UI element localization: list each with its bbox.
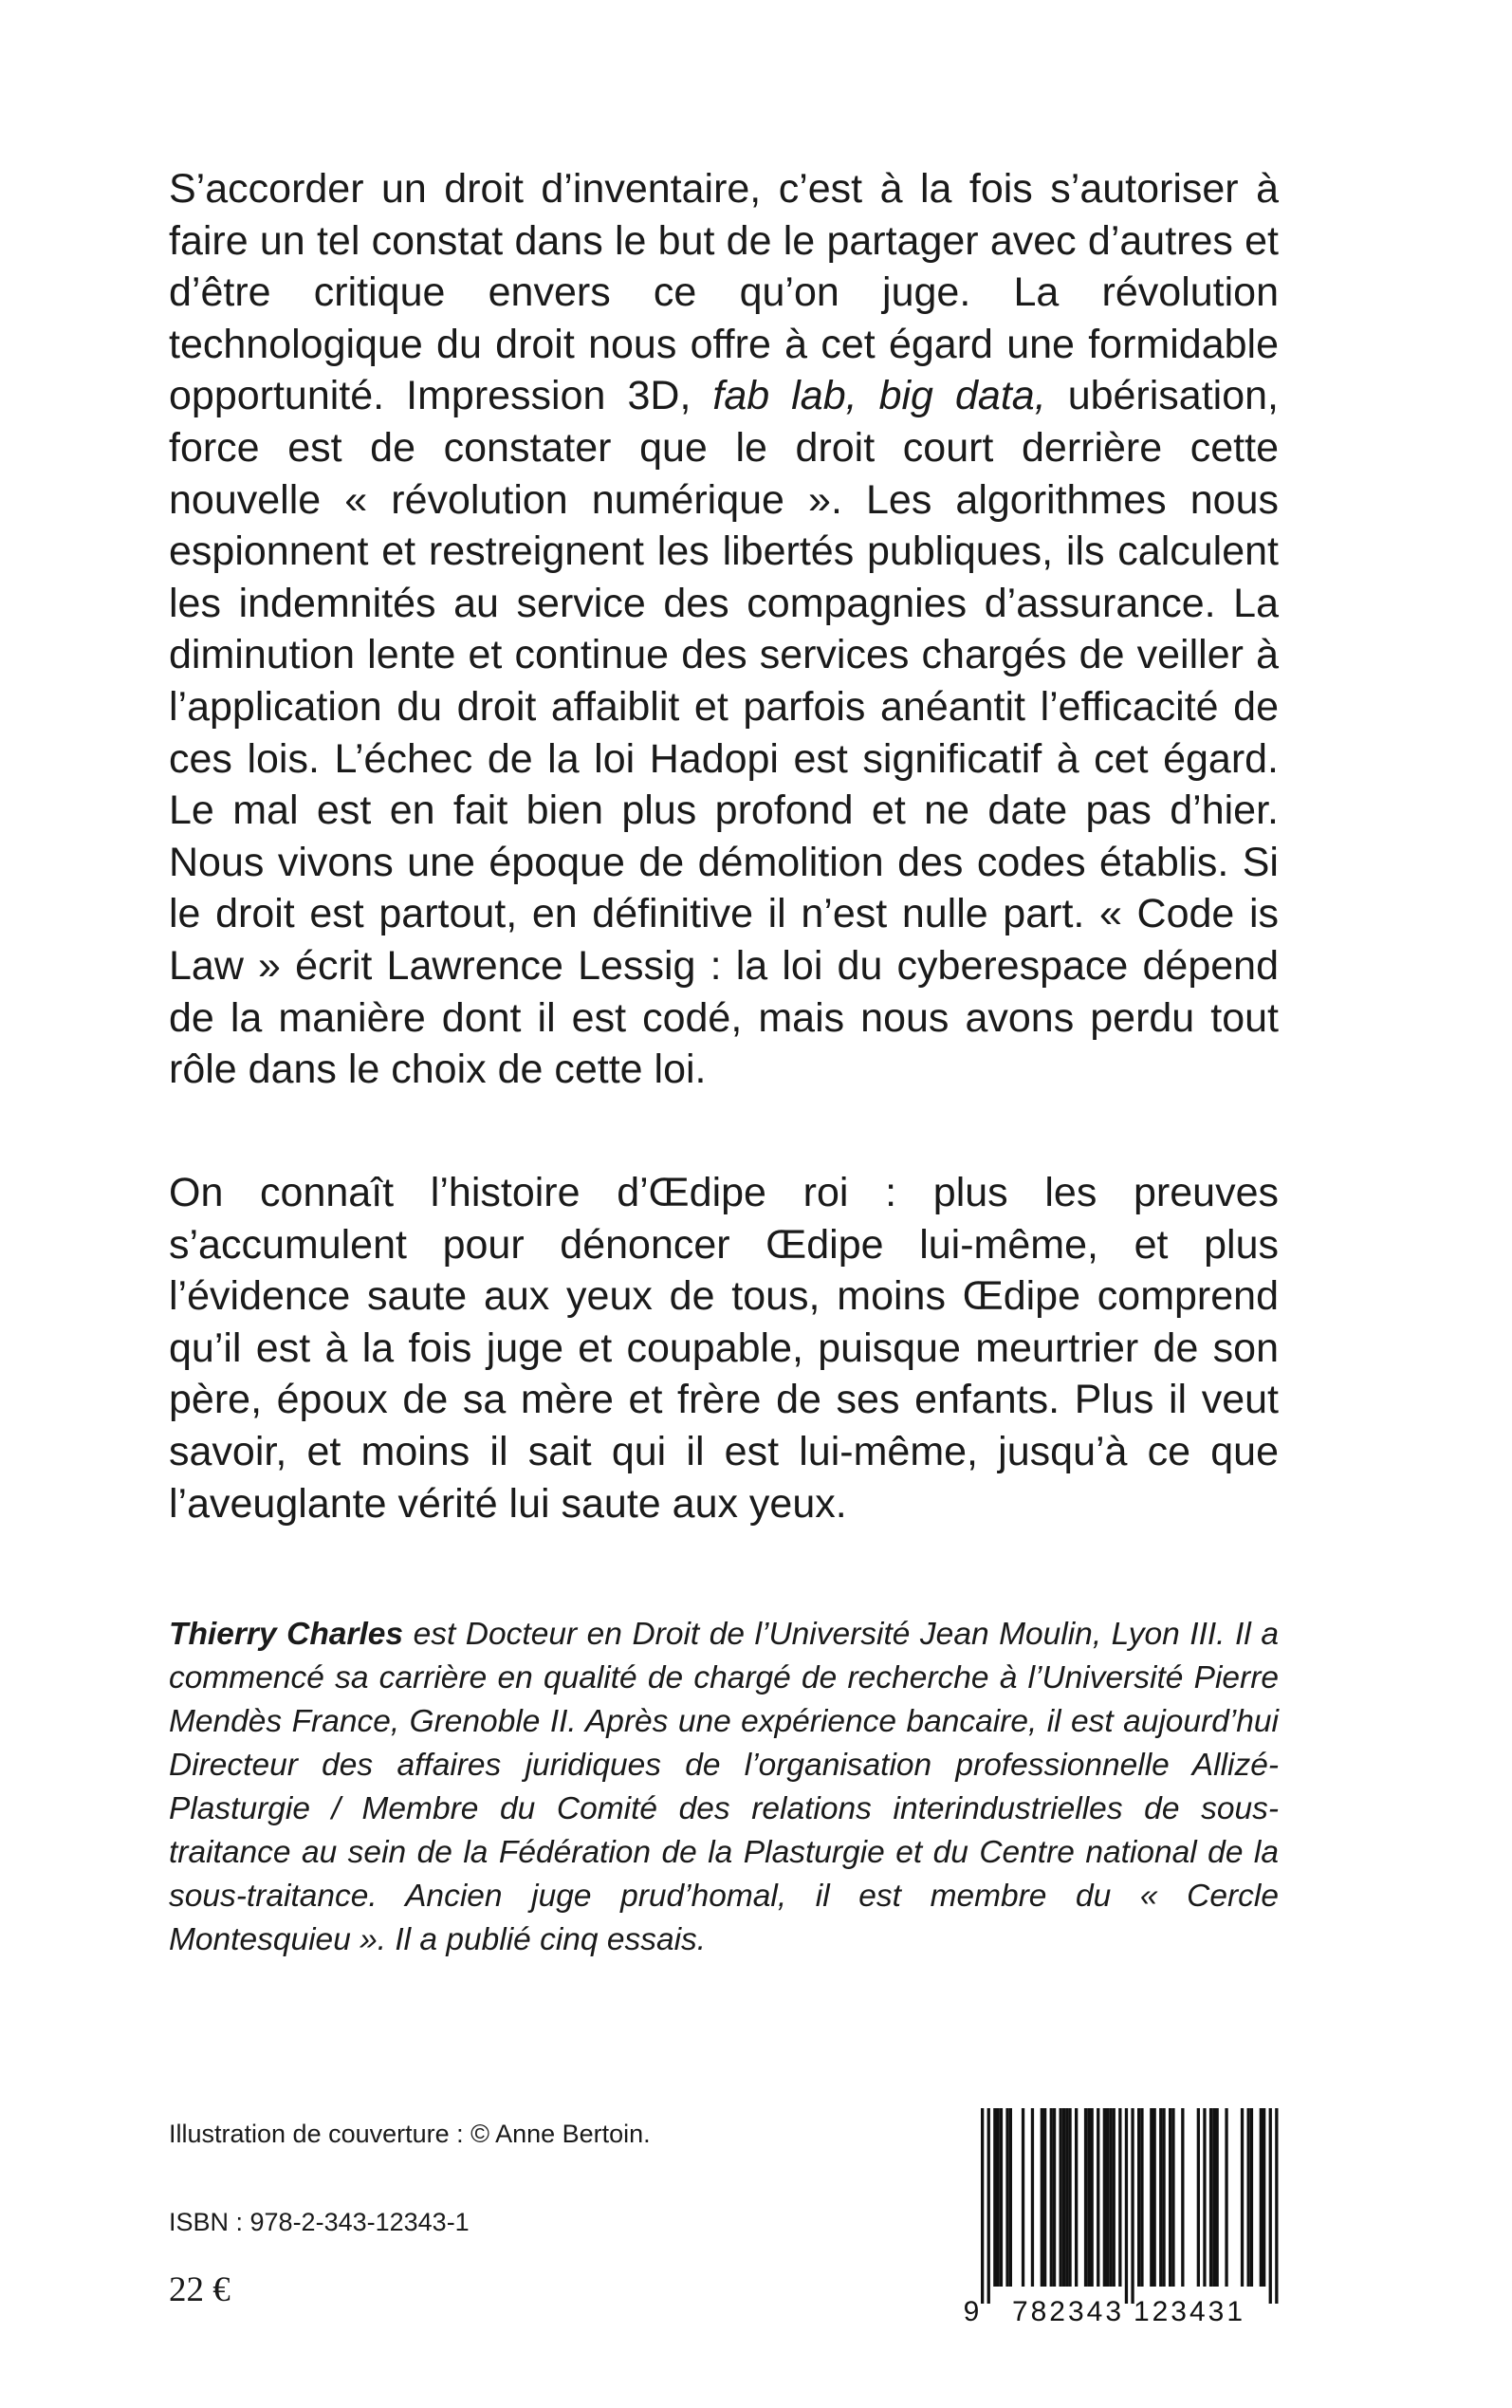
barcode-bar	[1022, 2108, 1024, 2287]
barcode-bar	[1109, 2108, 1112, 2287]
barcode-bar	[1181, 2108, 1184, 2287]
barcode-bar	[1225, 2108, 1227, 2287]
barcode-bar	[1203, 2108, 1206, 2287]
author-biography	[169, 1613, 1279, 1962]
barcode-bar	[1065, 2108, 1068, 2287]
barcode-guard-bar	[1125, 2108, 1128, 2304]
summary-paragraph-1-end: ubérisation, force est de constater que le droit court derrière cette nouvelle « révolution numérique ». Les algorithmes nous espionnent et restreignent les libertés publiques, ils calculent les indemnités au service des compagnies d’assurance. La diminution lente et continue des services chargés de veiller à l’application du droit affaiblit et parfois anéantit l’efficacité de ces lois. L’échec de la loi Hadopi est significatif à cet égard. Le mal est en fait bien plus profond et ne date pas d’hier. Nous vivons une époque de démolition des codes établis. Si le droit est partout, en définitive il n’est nulle part. « Code is Law » écrit Lawrence Lessig : la loi du cyberespace dépend de la manière dont il est codé, mais nous avons perdu tout rôle dans le choix de cette loi.	[169, 373, 1279, 1093]
barcode-bars	[981, 2108, 1279, 2304]
barcode-bar	[1153, 2108, 1156, 2287]
barcode-right-digits: 123431	[1133, 2296, 1246, 2327]
barcode-guard-bar	[1269, 2108, 1272, 2304]
author-name: Thierry Charles	[169, 1617, 404, 1652]
ean-barcode	[958, 2104, 1282, 2332]
barcode-bar	[1106, 2108, 1109, 2287]
barcode-bar	[1162, 2108, 1165, 2287]
cover-illustration-credit: Illustration de couverture : © Anne Bertoin.	[169, 2120, 651, 2148]
barcode-first-digit: 9	[963, 2296, 980, 2327]
barcode-bar	[1087, 2108, 1090, 2287]
barcode-bar	[1159, 2108, 1162, 2287]
barcode-bar	[1084, 2108, 1087, 2287]
barcode-guard-bar	[981, 2108, 984, 2304]
barcode-guard-bar	[1275, 2108, 1278, 2304]
barcode-bar	[1169, 2108, 1171, 2287]
summary-paragraph-1	[169, 163, 1279, 1096]
barcode-bar	[1260, 2108, 1263, 2287]
barcode-bar	[1171, 2108, 1174, 2287]
barcode-bar	[1209, 2108, 1212, 2287]
barcode-bar	[1053, 2108, 1056, 2287]
barcode-bar	[997, 2108, 1000, 2287]
barcode-bar	[1043, 2108, 1046, 2287]
price-label: 22 €	[169, 2270, 230, 2309]
barcode-bar	[1247, 2108, 1250, 2287]
barcode-bar	[993, 2108, 996, 2287]
summary-paragraph-2: On connaît l’histoire d’Œdipe roi : plus les preuves s’accumulent pour dénoncer Œdipe lui-même, et plus l’évidence saute aux yeux de tous, moins Œdipe comprend qu’il est à la fois juge et coupable, puisque meurtrier de son père, époux de sa mère et frère de ses enfants. Plus il veut savoir, et moins il sait qui il est lui-même, jusqu’à ce que l’aveuglante vérité lui saute aux yeux.	[169, 1170, 1279, 1527]
barcode-bar	[1009, 2108, 1012, 2287]
barcode-bar	[1103, 2108, 1106, 2287]
barcode-bar	[1241, 2108, 1244, 2287]
barcode-guard-bar	[987, 2108, 990, 2304]
barcode-bar	[1250, 2108, 1253, 2287]
barcode-bar	[1118, 2108, 1121, 2287]
barcode-bar	[1050, 2108, 1053, 2287]
barcode-left-digits: 782343	[1011, 2296, 1125, 2327]
barcode-bar	[1137, 2108, 1140, 2287]
barcode-bar	[1075, 2108, 1078, 2287]
barcode-bar	[1062, 2108, 1065, 2287]
barcode-bar	[1060, 2108, 1062, 2287]
barcode-bar	[1150, 2108, 1152, 2287]
barcode-bar	[1197, 2108, 1200, 2287]
author-biography-text: est Docteur en Droit de l’Université Jean Moulin, Lyon III. Il a commencé sa carrière en qualité de chargé de recherche à l’Université Pierre Mendès France, Grenoble II. Après une expérience bancaire, il est aujourd’hui Directeur des affaires juridiques de l’organisation professionnelle Allizé-Plasturgie / Membre du Comité des relations interindustrielles de sous-traitance au sein de la Fédération de la Plasturgie et du Centre national de la sous-traitance. Ancien juge prud’homal, il est membre du « Cercle Montesquieu ». Il a publié cinq essais.	[169, 1617, 1279, 1957]
isbn-label: ISBN : 978-2-343-12343-1	[169, 2208, 470, 2236]
barcode-bar	[1212, 2108, 1215, 2287]
barcode-bar	[1005, 2108, 1008, 2287]
barcode-bar	[1068, 2108, 1071, 2287]
barcode-bar	[1091, 2108, 1094, 2287]
barcode-bar	[1000, 2108, 1003, 2287]
barcode-guard-bar	[1131, 2108, 1134, 2304]
barcode-bar	[1140, 2108, 1143, 2287]
summary-paragraph-1-start: S’accorder un droit d’inventaire, c’est à la fois s’autoriser à faire un tel constat dans le but de le partager avec d’autres et d’être critique envers ce qu’on juge. La révolution technologique du droit nous offre à cet égard une formidable opportunité. Impression 3D,	[169, 166, 1279, 419]
barcode-bar	[1263, 2108, 1265, 2287]
barcode-bar	[1031, 2108, 1034, 2287]
barcode-bar	[1097, 2108, 1099, 2287]
barcode-bar	[1216, 2108, 1219, 2287]
summary-paragraph-1-italic-terms: fab lab, big data,	[712, 373, 1046, 419]
barcode-bar	[1041, 2108, 1043, 2287]
barcode-bar	[1113, 2108, 1116, 2287]
